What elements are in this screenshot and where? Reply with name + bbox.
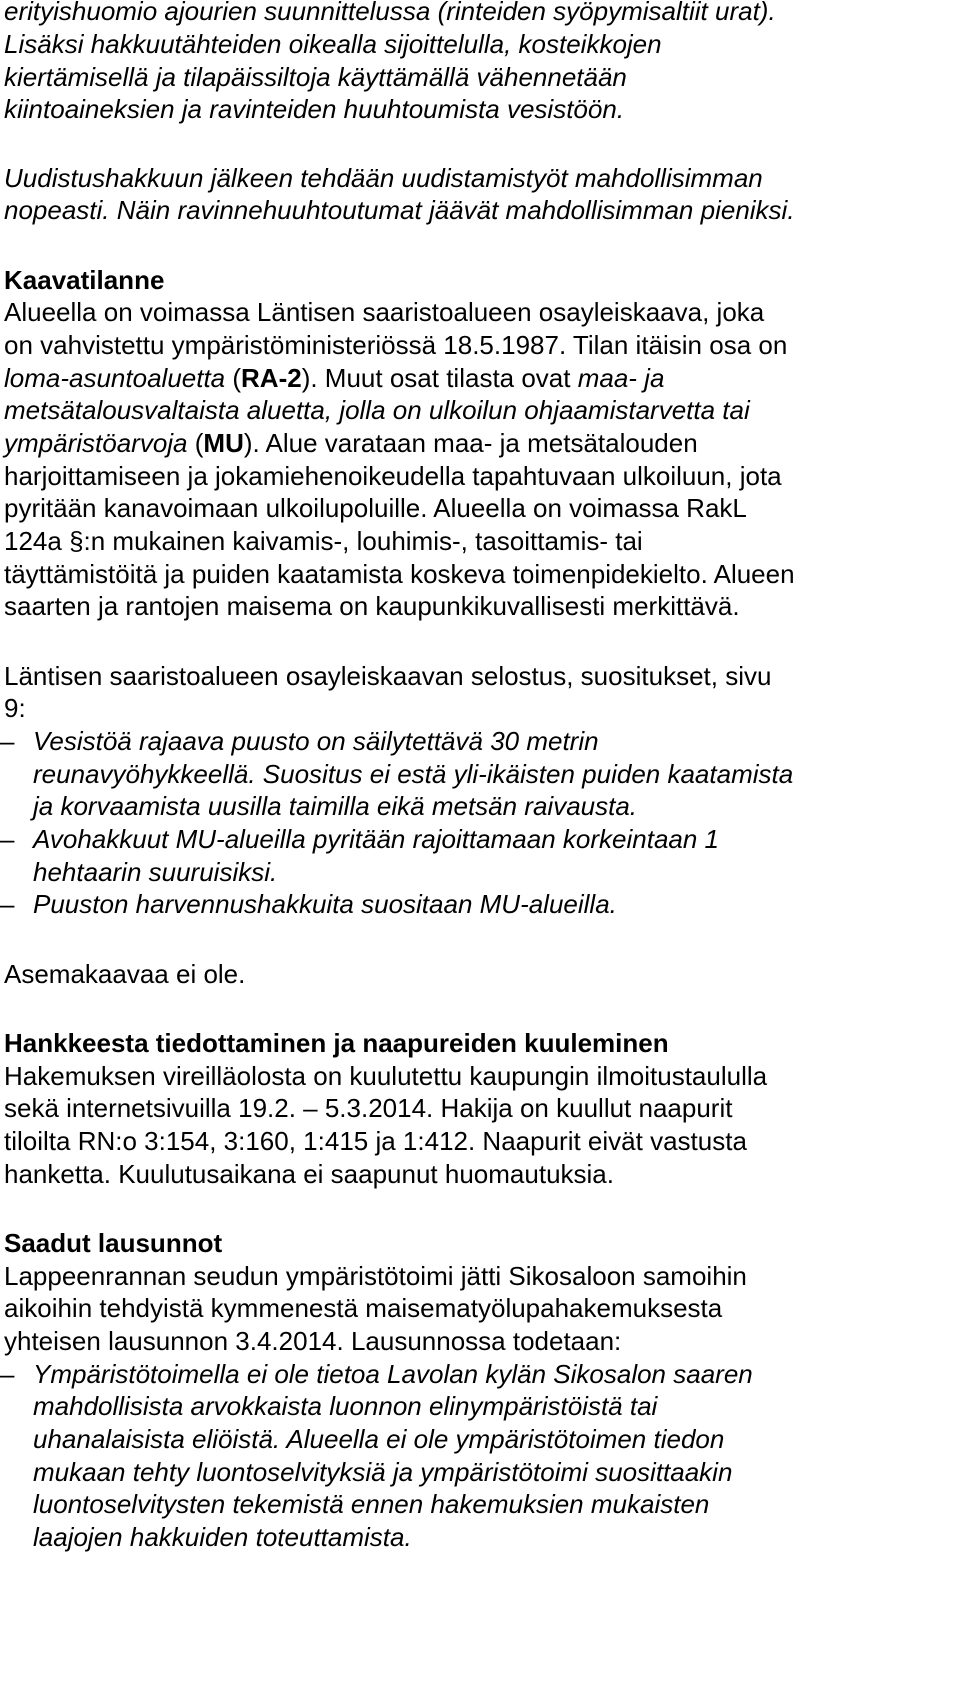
- kaava-heading: Kaavatilanne: [4, 265, 165, 295]
- kaava-text: (: [225, 363, 242, 393]
- tiedottaminen-line: tiloilta RN:o 3:154, 3:160, 1:415 ja 1:412. Naapurit eivät vastusta: [4, 1126, 747, 1156]
- recommendation-line: Vesistöä rajaava puusto on säilytettävä 30 metrin: [33, 726, 599, 756]
- statement-line: Ympäristötoimella ei ole tietoa Lavolan kylän Sikosalon saaren: [33, 1359, 753, 1389]
- recommendation-line: hehtaarin suuruisiksi.: [33, 857, 278, 887]
- kaava-italic-text: loma-asuntoaluetta: [4, 363, 226, 393]
- tiedottaminen-line: hanketta. Kuulutusaikana ei saapunut huomautuksia.: [4, 1159, 614, 1189]
- selostus-line: Läntisen saaristoalueen osayleiskaavan selostus, suositukset, sivu: [4, 661, 772, 691]
- statement-line: mahdollisista arvokkaista luonnon elinympäristöistä tai: [33, 1391, 658, 1421]
- lausunnot-heading: Saadut lausunnot: [4, 1228, 223, 1258]
- statement-line: luontoselvitysten tekemistä ennen hakemuksien mukaisten: [33, 1489, 710, 1519]
- statement-line: mukaan tehty luontoselvityksiä ja ympäristötoimi suosittaakin: [33, 1457, 733, 1487]
- kaava-line: metsätalousvaltaista aluetta, jolla on ulkoilun ohjaamistarvetta tai: [4, 395, 750, 425]
- kaava-text: ). Alue varataan maa- ja metsätalouden: [243, 428, 698, 458]
- intro-line: kiintoaineksien ja ravinteiden huuhtoumista vesistöön.: [4, 94, 625, 124]
- intro-line: kiertämisellä ja tilapäissiltoja käyttämällä vähennetään: [4, 62, 627, 92]
- asemakaava-text: Asemakaavaa ei ole.: [4, 959, 246, 989]
- kaava-line: [4, 362, 664, 394]
- kaava-line: harjoittamiseen ja jokamiehenoikeudella tapahtuvaan ulkoiluun, jota: [4, 461, 782, 491]
- selostus-line: 9:: [4, 693, 26, 723]
- kaava-line: saarten ja rantojen maisema on kaupunkikuvallisesti merkittävä.: [4, 591, 740, 621]
- bullet-dash: –: [0, 726, 15, 756]
- bullet-dash: –: [0, 1359, 15, 1389]
- bullet-dash: –: [0, 824, 15, 854]
- kaava-text: ). Muut osat tilasta ovat: [301, 363, 578, 393]
- tiedottaminen-line: Hakemuksen vireilläolosta on kuulutettu kaupungin ilmoitustaululla: [4, 1061, 768, 1091]
- tiedottaminen-heading: Hankkeesta tiedottaminen ja naapureiden kuuleminen: [4, 1028, 669, 1058]
- kaava-text: (: [187, 428, 204, 458]
- lausunnot-line: aikoihin tehdyistä kymmenestä maisematyölupahakemuksesta: [4, 1293, 723, 1323]
- tiedottaminen-line: sekä internetsivuilla 19.2. – 5.3.2014. Hakija on kuullut naapurit: [4, 1093, 733, 1123]
- statement-line: uhanalaisista eliöistä. Alueella ei ole ympäristötoimen tiedon: [33, 1424, 725, 1454]
- kaava-line: [4, 427, 698, 459]
- lausunnot-line: Lappeenrannan seudun ympäristötoimi jätti Sikosaloon samoihin: [4, 1261, 747, 1291]
- kaava-italic-text: ympäristöarvoja: [4, 428, 188, 458]
- intro-line: Lisäksi hakkuutähteiden oikealla sijoittelulla, kosteikkojen: [4, 29, 662, 59]
- kaava-line: on vahvistettu ympäristöministeriössä 18.5.1987. Tilan itäisin osa on: [4, 330, 788, 360]
- recommendation-line: Puuston harvennushakkuita suositaan MU-alueilla.: [33, 889, 617, 919]
- lausunnot-line: yhteisen lausunnon 3.4.2014. Lausunnossa todetaan:: [4, 1326, 622, 1356]
- kaava-line: täyttämistöitä ja puiden kaatamista koskeva toimenpidekielto. Alueen: [4, 559, 795, 589]
- bullet-dash: –: [0, 889, 15, 919]
- kaava-italic-text: maa- ja: [577, 363, 665, 393]
- zone-code-mu: MU: [203, 428, 244, 458]
- kaava-line: 124a §:n mukainen kaivamis-, louhimis-, tasoittamis- tai: [4, 526, 643, 556]
- recommendation-line: Avohakkuut MU-alueilla pyritään rajoittamaan korkeintaan 1: [33, 824, 720, 854]
- statement-line: laajojen hakkuiden toteuttamista.: [33, 1522, 412, 1552]
- renewal-line: nopeasti. Näin ravinnehuuhtoutumat jäävät mahdollisimman pieniksi.: [4, 195, 795, 225]
- kaava-line: pyritään kanavoimaan ulkoilupoluille. Alueella on voimassa RakL: [4, 493, 747, 523]
- recommendation-line: reunavyöhykkeellä. Suositus ei estä yli-ikäisten puiden kaatamista: [33, 759, 794, 789]
- recommendation-line: ja korvaamista uusilla taimilla eikä metsän raivausta.: [33, 791, 638, 821]
- renewal-line: Uudistushakkuun jälkeen tehdään uudistamistyöt mahdollisimman: [4, 163, 763, 193]
- intro-line: erityishuomio ajourien suunnittelussa (rinteiden syöpymisaltiit urat).: [4, 0, 776, 26]
- kaava-line: Alueella on voimassa Läntisen saaristoalueen osayleiskaava, joka: [4, 297, 765, 327]
- zone-code-ra2: RA-2: [241, 363, 302, 393]
